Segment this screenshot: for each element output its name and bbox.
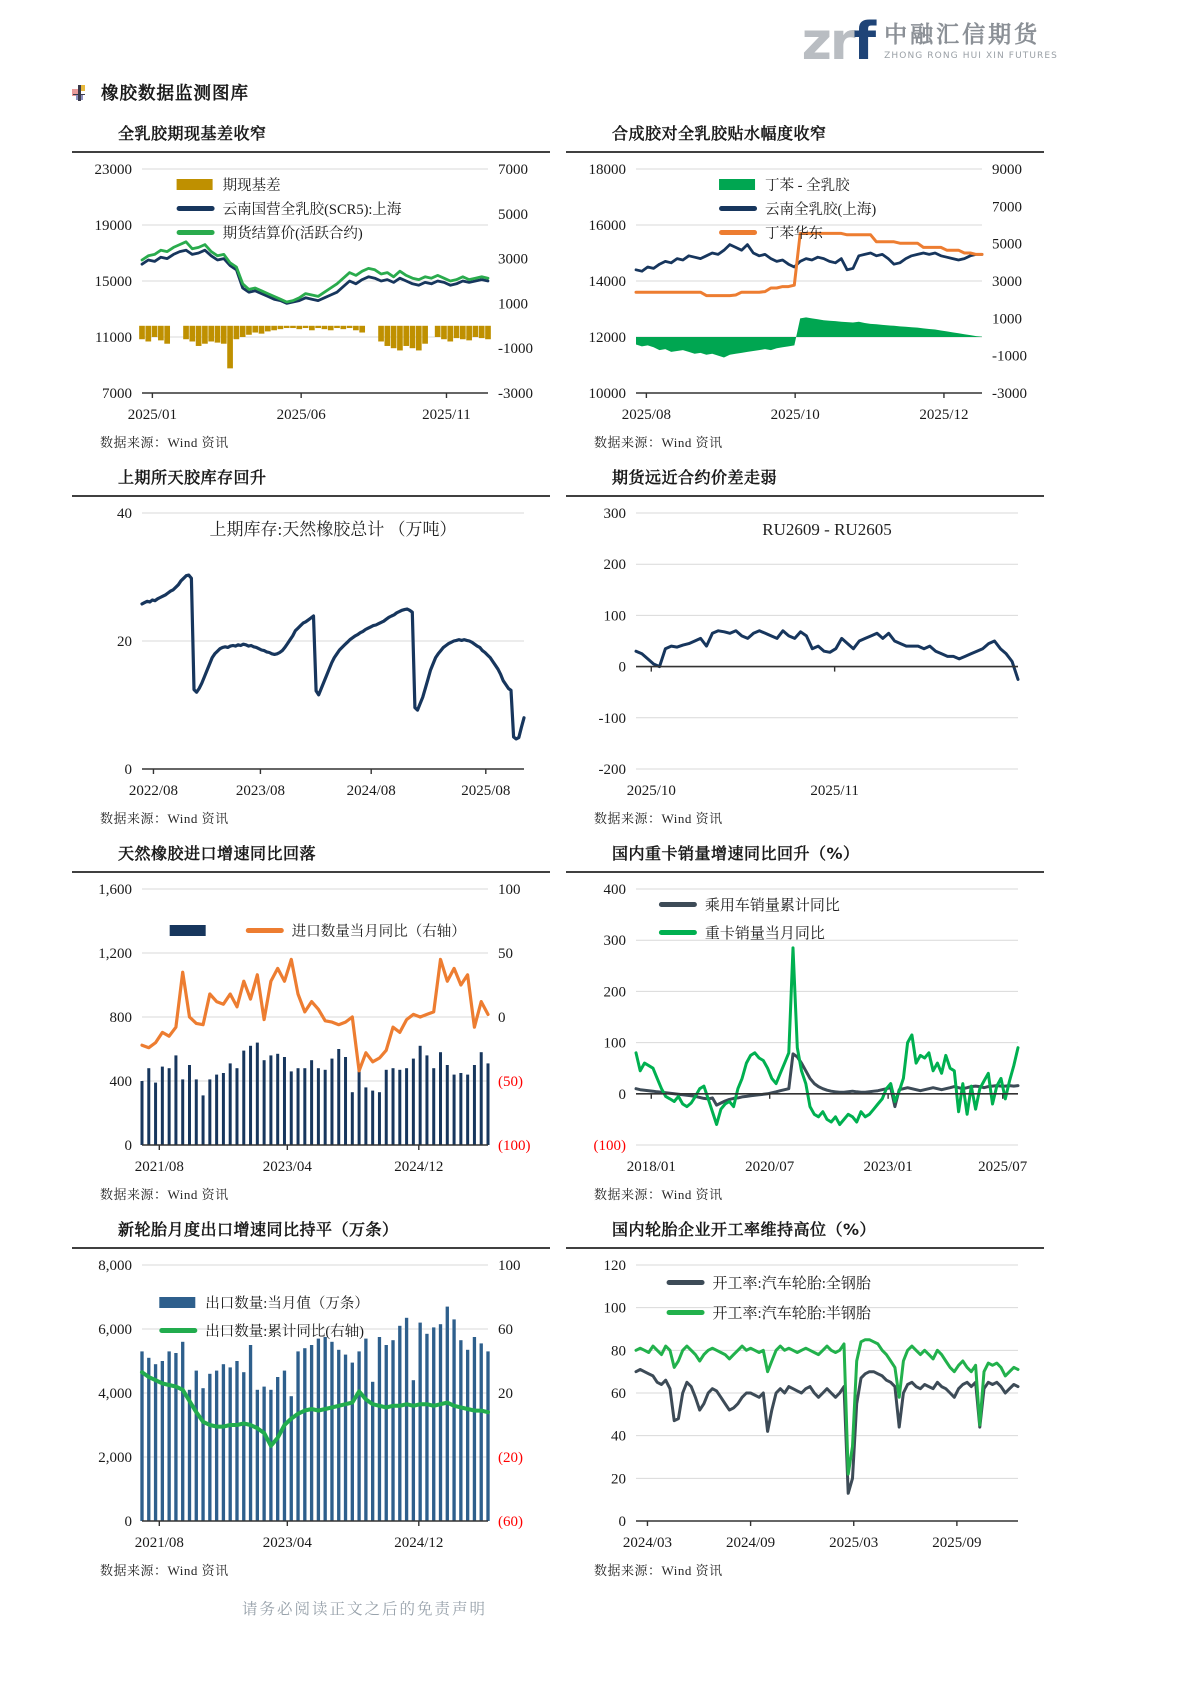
chart-card-imports (72, 841, 550, 1203)
chart-svg (566, 877, 1044, 1177)
chart-plot (72, 1253, 550, 1558)
chart-svg (566, 157, 1044, 425)
svg-text:100: 100 (603, 1300, 626, 1317)
chart-plot (566, 501, 1044, 806)
svg-text:6,000: 6,000 (98, 1322, 132, 1338)
chart-card-operating-rate (566, 1217, 1044, 1579)
svg-text:4,000: 4,000 (98, 1386, 132, 1402)
data-source: 数据来源：Wind 资讯 (594, 1563, 723, 1578)
logo-company-name-en: ZHONG RONG HUI XIN FUTURES (884, 51, 1058, 61)
svg-text:7000: 7000 (992, 199, 1022, 216)
svg-text:丁苯华东: 丁苯华东 (765, 226, 824, 242)
svg-text:5000: 5000 (498, 206, 528, 223)
svg-text:14000: 14000 (588, 274, 626, 290)
svg-text:RU2609 - RU2605: RU2609 - RU2605 (762, 520, 892, 539)
svg-text:3000: 3000 (498, 251, 528, 268)
svg-text:2023/08: 2023/08 (235, 783, 286, 799)
svg-text:2025/07: 2025/07 (978, 1159, 1028, 1175)
svg-text:60: 60 (498, 1322, 513, 1338)
svg-text:2025/09: 2025/09 (932, 1535, 982, 1551)
section-header (72, 80, 1112, 105)
chart-svg (566, 501, 1044, 801)
svg-text:7000: 7000 (498, 162, 528, 178)
svg-text:2018/01: 2018/01 (626, 1159, 676, 1175)
chart-plot (72, 157, 550, 430)
svg-text:(20): (20) (498, 1450, 523, 1466)
svg-text:15000: 15000 (94, 274, 132, 290)
data-source: 数据来源：Wind 资讯 (100, 1563, 229, 1578)
svg-text:400: 400 (109, 1074, 132, 1090)
chart-svg (566, 1253, 1044, 1553)
svg-text:重卡销量当月同比: 重卡销量当月同比 (704, 926, 825, 942)
svg-text:2021/08: 2021/08 (134, 1535, 184, 1551)
chart-card-basis (72, 121, 550, 451)
chart-svg (72, 157, 550, 425)
title-divider (72, 1247, 550, 1249)
svg-text:-3000: -3000 (498, 386, 533, 402)
title-divider (72, 495, 550, 497)
svg-text:100: 100 (603, 608, 626, 625)
svg-text:2025/01: 2025/01 (127, 407, 177, 423)
svg-text:出口数量:当月值（万条）: 出口数量:当月值（万条） (205, 1296, 369, 1312)
svg-text:2024/12: 2024/12 (394, 1535, 444, 1551)
chart-card-shfe-inventory (72, 465, 550, 827)
chart-svg (72, 1253, 550, 1553)
title-divider (566, 871, 1044, 873)
svg-text:云南全乳胶(上海): 云南全乳胶(上海) (765, 202, 877, 218)
data-source: 数据来源：Wind 资讯 (594, 1187, 723, 1202)
svg-text:2023/01: 2023/01 (863, 1159, 913, 1175)
svg-text:0: 0 (618, 1514, 626, 1530)
chart-title: 上期所天胶库存回升 (118, 468, 267, 487)
title-divider (72, 871, 550, 873)
svg-text:开工率:汽车轮胎:半钢胎: 开工率:汽车轮胎:半钢胎 (712, 1306, 871, 1322)
svg-text:2025/10: 2025/10 (626, 783, 676, 799)
svg-text:0: 0 (124, 1138, 132, 1154)
chart-plot (566, 877, 1044, 1182)
title-divider (566, 495, 1044, 497)
svg-text:1,600: 1,600 (98, 882, 132, 898)
title-divider (566, 151, 1044, 153)
svg-text:0: 0 (618, 1086, 626, 1103)
company-logo (801, 12, 1058, 72)
svg-text:16000: 16000 (588, 218, 626, 234)
data-source: 数据来源：Wind 资讯 (594, 811, 723, 826)
svg-text:2025/08: 2025/08 (461, 783, 511, 799)
svg-text:2025/12: 2025/12 (919, 407, 969, 423)
svg-text:(50): (50) (498, 1074, 523, 1090)
title-divider (566, 1247, 1044, 1249)
svg-text:2024/03: 2024/03 (622, 1535, 673, 1551)
svg-text:2021/08: 2021/08 (134, 1159, 184, 1175)
data-source: 数据来源：Wind 资讯 (100, 435, 229, 450)
svg-text:期现基差: 期现基差 (222, 178, 281, 194)
svg-text:2025/11: 2025/11 (422, 407, 471, 423)
svg-text:60: 60 (611, 1386, 626, 1402)
svg-text:2025/10: 2025/10 (770, 407, 820, 423)
svg-text:-1000: -1000 (992, 348, 1027, 365)
svg-text:乘用车销量累计同比: 乘用车销量累计同比 (704, 898, 840, 914)
svg-text:400: 400 (603, 882, 626, 898)
section-bullet-icon (72, 85, 87, 101)
svg-text:2,000: 2,000 (98, 1450, 132, 1466)
svg-text:20: 20 (117, 634, 132, 650)
svg-text:40: 40 (117, 506, 132, 522)
svg-text:0: 0 (124, 1514, 132, 1530)
chart-svg (72, 501, 550, 801)
svg-text:丁苯 - 全乳胶: 丁苯 - 全乳胶 (765, 178, 850, 194)
page-title: 橡胶数据监测图库 (101, 84, 249, 104)
logo-zr: zr (801, 12, 854, 72)
svg-text:200: 200 (603, 984, 626, 1001)
svg-text:300: 300 (603, 933, 626, 950)
svg-text:2024/09: 2024/09 (726, 1535, 776, 1551)
svg-text:1000: 1000 (992, 311, 1022, 328)
svg-text:12000: 12000 (588, 330, 626, 346)
chart-title: 新轮胎月度出口增速同比持平（万条） (118, 1220, 399, 1239)
svg-text:19000: 19000 (94, 218, 132, 234)
disclaimer-note: 请务必阅读正文之后的免责声明 (242, 1601, 488, 1618)
chart-title: 国内轮胎企业开工率维持高位（%） (612, 1220, 877, 1239)
chart-title: 国内重卡销量增速同比回升（%） (612, 844, 860, 863)
logo-company-name-cn: 中融汇信期货 (884, 22, 1041, 48)
svg-text:2024/08: 2024/08 (346, 783, 396, 799)
chart-svg (72, 877, 550, 1177)
data-source: 数据来源：Wind 资讯 (594, 435, 723, 450)
svg-text:1000: 1000 (498, 296, 528, 313)
chart-plot (566, 157, 1044, 430)
svg-text:8,000: 8,000 (98, 1258, 132, 1274)
svg-text:2020/07: 2020/07 (745, 1159, 795, 1175)
svg-text:9000: 9000 (992, 162, 1022, 178)
chart-title: 合成胶对全乳胶贴水幅度收窄 (612, 124, 827, 143)
svg-text:100: 100 (603, 1035, 626, 1052)
svg-text:云南国营全乳胶(SCR5):上海: 云南国营全乳胶(SCR5):上海 (222, 202, 402, 218)
chart-title: 天然橡胶进口增速同比回落 (118, 844, 317, 863)
svg-text:120: 120 (603, 1258, 626, 1274)
chart-card-truck-sales (566, 841, 1044, 1203)
svg-text:200: 200 (603, 557, 626, 574)
svg-text:50: 50 (498, 946, 513, 962)
chart-card-calendar-spread (566, 465, 1044, 827)
svg-text:进口数量当月同比（右轴）: 进口数量当月同比（右轴） (291, 924, 466, 940)
title-divider (72, 151, 550, 153)
svg-text:10000: 10000 (588, 386, 626, 402)
data-source: 数据来源：Wind 资讯 (100, 1187, 229, 1202)
svg-text:100: 100 (498, 1258, 521, 1274)
chart-grid (72, 121, 1112, 1579)
logo-names (884, 18, 1058, 61)
svg-text:7000: 7000 (102, 386, 132, 402)
chart-plot (566, 1253, 1044, 1558)
svg-text:2025/06: 2025/06 (276, 407, 326, 423)
svg-text:(100): (100) (498, 1138, 531, 1154)
svg-text:-200: -200 (598, 762, 626, 778)
svg-text:20: 20 (498, 1386, 513, 1402)
svg-text:出口数量:累计同比(右轴): 出口数量:累计同比(右轴) (205, 1324, 364, 1340)
svg-text:80: 80 (611, 1343, 626, 1360)
svg-text:18000: 18000 (588, 162, 626, 178)
svg-text:2023/04: 2023/04 (262, 1535, 312, 1551)
svg-text:-1000: -1000 (498, 341, 533, 358)
svg-text:上期库存:天然橡胶总计 （万吨）: 上期库存:天然橡胶总计 （万吨） (209, 520, 457, 539)
svg-text:(100): (100) (593, 1138, 626, 1154)
svg-text:2025/08: 2025/08 (621, 407, 671, 423)
svg-text:2024/12: 2024/12 (394, 1159, 444, 1175)
chart-title: 期货远近合约价差走弱 (612, 468, 778, 487)
svg-text:3000: 3000 (992, 274, 1022, 290)
svg-text:5000: 5000 (992, 236, 1022, 253)
chart-card-synthetic-discount (566, 121, 1044, 451)
logo-f: f (853, 12, 875, 72)
svg-text:-100: -100 (598, 710, 626, 727)
chart-plot (72, 877, 550, 1182)
svg-text:2023/04: 2023/04 (262, 1159, 312, 1175)
svg-text:开工率:汽车轮胎:全钢胎: 开工率:汽车轮胎:全钢胎 (712, 1276, 871, 1292)
svg-text:2022/08: 2022/08 (128, 783, 179, 799)
svg-text:20: 20 (611, 1471, 626, 1488)
svg-text:2025/11: 2025/11 (810, 783, 859, 799)
svg-text:-3000: -3000 (992, 386, 1027, 402)
svg-text:23000: 23000 (94, 162, 132, 178)
svg-text:期货结算价(活跃合约): 期货结算价(活跃合约) (222, 226, 363, 242)
chart-card-tire-exports (72, 1217, 550, 1579)
svg-text:0: 0 (498, 1010, 506, 1026)
chart-title: 全乳胶期现基差收窄 (118, 124, 267, 143)
data-source: 数据来源：Wind 资讯 (100, 811, 229, 826)
svg-text:40: 40 (611, 1428, 626, 1445)
svg-text:0: 0 (618, 659, 626, 676)
svg-text:11000: 11000 (95, 330, 132, 346)
logo-mark (801, 12, 875, 72)
svg-text:300: 300 (603, 506, 626, 522)
svg-text:1,200: 1,200 (98, 946, 132, 962)
svg-text:(60): (60) (498, 1514, 523, 1530)
svg-text:100: 100 (498, 882, 521, 898)
svg-text:0: 0 (124, 762, 132, 778)
svg-text:800: 800 (109, 1010, 132, 1026)
chart-plot (72, 501, 550, 806)
svg-text:2025/03: 2025/03 (829, 1535, 879, 1551)
